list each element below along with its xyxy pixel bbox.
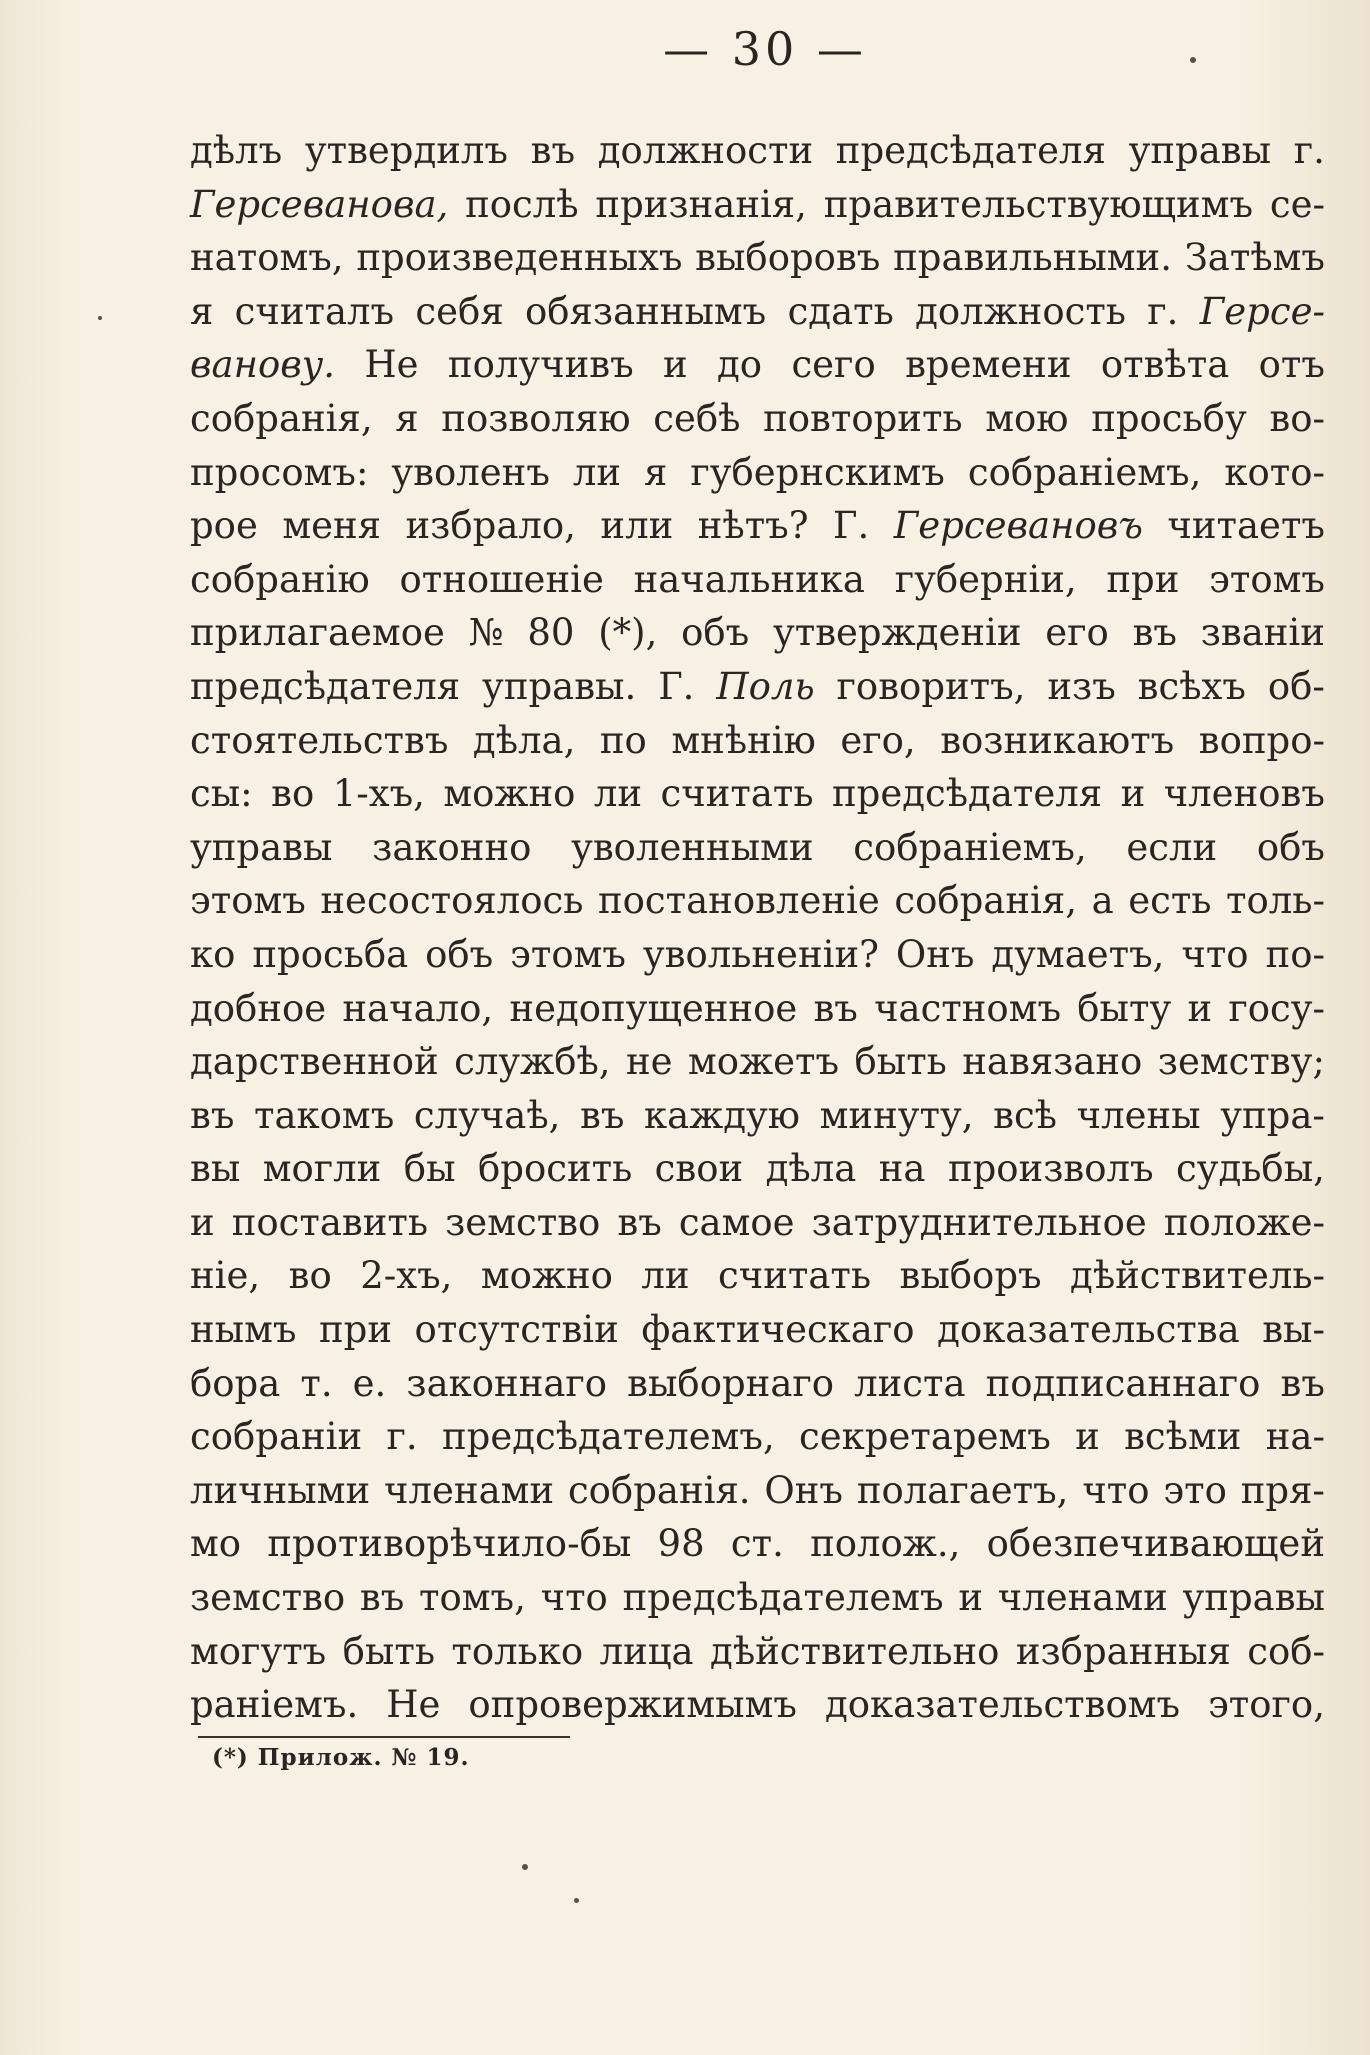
word: себя — [415, 289, 504, 333]
word: считать — [718, 1254, 872, 1298]
word: быть — [854, 1040, 947, 1084]
page-number: — 30 — — [663, 22, 867, 76]
word: избрало, — [405, 504, 576, 548]
word: правильными. — [893, 236, 1172, 280]
text-line — [190, 928, 1325, 982]
word: можно — [443, 772, 576, 816]
word: уволенъ — [391, 450, 550, 494]
word: уволенными — [571, 825, 814, 869]
word: дѣйствитель- — [1070, 1254, 1325, 1298]
word: г. — [1293, 129, 1325, 172]
word: во — [271, 772, 315, 816]
word: себѣ — [653, 396, 741, 440]
word: вопро- — [1198, 718, 1325, 762]
word: соб- — [1247, 1629, 1325, 1673]
text-line — [190, 1303, 1325, 1357]
word: обезпечивающей — [986, 1522, 1325, 1566]
word: выборнаго — [627, 1361, 835, 1405]
word: его — [1045, 611, 1109, 655]
word: я — [190, 289, 214, 333]
paper-speck — [98, 316, 102, 320]
word: прилагаемое — [190, 611, 445, 655]
text-line — [190, 1678, 1325, 1732]
word: повторить — [763, 396, 963, 440]
word: утвердилъ — [304, 129, 508, 172]
word: рое — [190, 504, 258, 548]
word: предсѣдателя — [835, 129, 1106, 172]
text-line — [190, 553, 1325, 607]
word: выборовъ — [695, 236, 881, 280]
word: всѣ — [993, 1093, 1057, 1137]
word: быту — [1077, 986, 1172, 1030]
word: т. — [300, 1361, 333, 1405]
word: об- — [1267, 664, 1325, 708]
word: опровержимымъ — [468, 1683, 797, 1727]
word: во — [288, 1254, 332, 1298]
word: личными — [190, 1468, 371, 1512]
word: получивъ — [447, 343, 634, 387]
text-line — [190, 446, 1325, 500]
word: объ — [425, 932, 494, 976]
word: затруднительное — [811, 1200, 1147, 1244]
word: произволъ — [947, 1147, 1154, 1191]
word: послѣ — [465, 182, 579, 226]
text-line — [190, 499, 1325, 553]
word: дѣйствительно — [710, 1629, 1000, 1673]
word: въ — [1132, 611, 1177, 655]
word: подписаннаго — [985, 1361, 1261, 1405]
word: собранія, — [894, 879, 1077, 923]
word: думаетъ, — [991, 932, 1165, 976]
text-line — [190, 285, 1325, 339]
word: начало, — [342, 986, 494, 1030]
word: земству; — [1157, 1040, 1325, 1084]
word: собранія, — [190, 396, 373, 440]
word: позволяю — [441, 396, 631, 440]
word: дѣлъ — [190, 129, 283, 172]
word: собраніемъ, — [853, 825, 1087, 869]
word: до — [717, 343, 763, 387]
word: считалъ — [234, 289, 395, 333]
word: въ — [530, 129, 576, 172]
word: просьбу — [1091, 396, 1247, 440]
word: несостоялось — [320, 879, 584, 923]
word: такомъ — [253, 1093, 395, 1137]
word: всѣми — [1124, 1415, 1242, 1459]
word: членовъ — [1163, 772, 1325, 816]
word: его, — [840, 718, 916, 762]
word: въ — [813, 986, 858, 1030]
word: случаѣ, — [413, 1093, 561, 1137]
word: въ — [580, 1093, 625, 1137]
word: доказательства — [937, 1308, 1240, 1352]
word: при — [318, 1308, 392, 1352]
text-line — [190, 1249, 1325, 1303]
word: есть — [1128, 879, 1212, 923]
word: читаетъ — [1167, 504, 1325, 548]
word: Поль — [716, 664, 815, 708]
word: и — [1187, 986, 1213, 1030]
word: нымъ — [190, 1308, 297, 1352]
text-line — [190, 1571, 1325, 1625]
word: что — [1181, 932, 1249, 976]
word: собраніемъ, — [967, 450, 1202, 494]
word: говоритъ, — [836, 664, 1026, 708]
word: увольненіи? — [642, 932, 879, 976]
word: недопущенное — [509, 986, 798, 1030]
word: губерніи, — [894, 557, 1077, 601]
word: и — [1120, 772, 1146, 816]
word: этомъ — [190, 879, 306, 923]
word: что — [540, 1576, 608, 1620]
word: Г. — [658, 664, 695, 708]
paper-speck — [522, 1864, 528, 1870]
word: сего — [791, 343, 876, 387]
word: на- — [1265, 1415, 1325, 1459]
word: если — [1126, 825, 1218, 869]
word: и — [190, 1200, 215, 1244]
word: управы — [1128, 129, 1272, 172]
word: изъ — [1047, 664, 1116, 708]
word: г. — [1147, 289, 1179, 333]
word: отношеніе — [399, 557, 604, 601]
text-line — [190, 338, 1325, 392]
word: раніемъ. — [190, 1683, 359, 1727]
word: толь- — [1226, 879, 1325, 923]
text-line — [190, 874, 1325, 928]
word: это — [1163, 1468, 1227, 1512]
word: 1-хъ, — [332, 772, 425, 816]
word: губернскимъ — [690, 450, 945, 494]
word: должности — [597, 129, 814, 172]
text-line — [190, 178, 1325, 232]
word: и — [662, 343, 688, 387]
word: выборъ — [899, 1254, 1042, 1298]
word: положе- — [1163, 1200, 1325, 1244]
word: всѣхъ — [1137, 664, 1246, 708]
word: ко — [190, 932, 236, 976]
word: признанія, — [595, 182, 807, 226]
word: свои — [654, 1147, 744, 1191]
word: быть — [342, 1629, 435, 1673]
word: кото- — [1224, 450, 1325, 494]
word: Г. — [833, 504, 870, 548]
text-line — [190, 1517, 1325, 1571]
word: объ — [1256, 825, 1325, 869]
word: отъ — [1258, 343, 1325, 387]
word: предсѣдателемъ, — [441, 1415, 775, 1459]
word: мо — [190, 1522, 242, 1566]
word: предсѣдателя — [831, 772, 1103, 816]
word: обязаннымъ — [525, 289, 767, 333]
word: 80 — [527, 611, 575, 655]
word: бы — [403, 1147, 456, 1191]
word: этомъ — [1209, 557, 1325, 601]
word: времени — [905, 343, 1072, 387]
word: Онъ — [895, 932, 975, 976]
text-line — [190, 660, 1325, 714]
word: собранію — [190, 557, 370, 601]
word: ніе, — [190, 1254, 261, 1298]
paper-speck — [574, 1898, 579, 1903]
word: собраніи — [190, 1415, 363, 1459]
word: полагаетъ, — [856, 1468, 1069, 1512]
text-line — [190, 982, 1325, 1036]
word: ли — [593, 772, 643, 816]
text-line — [190, 1089, 1325, 1143]
word: Герсевановъ — [893, 504, 1143, 548]
word: управы. — [482, 664, 637, 708]
word: я — [395, 396, 419, 440]
word: избранныя — [1015, 1629, 1231, 1673]
word: навязано — [962, 1040, 1143, 1084]
word: добное — [190, 986, 327, 1030]
word: полож., — [810, 1522, 961, 1566]
word: 2-хъ, — [360, 1254, 453, 1298]
word: и — [1075, 1415, 1100, 1459]
word: поставить — [231, 1200, 429, 1244]
word: госу- — [1228, 986, 1325, 1030]
word: дѣла, — [472, 718, 576, 762]
word: мнѣнію — [671, 718, 816, 762]
word: членами — [384, 1468, 555, 1512]
paper-speck — [1190, 57, 1196, 63]
word: въ — [1280, 1361, 1325, 1405]
text-line — [190, 1142, 1325, 1196]
body-text — [190, 124, 1325, 1732]
word: частномъ — [874, 986, 1062, 1030]
word: земство — [445, 1200, 601, 1244]
word: просьба — [252, 932, 409, 976]
word: стоятельствъ — [190, 718, 449, 762]
text-line — [190, 124, 1325, 178]
word: можно — [480, 1254, 613, 1298]
word: упра- — [1220, 1093, 1325, 1137]
word: объ — [681, 611, 750, 655]
word: собранія. — [567, 1468, 751, 1512]
word: по — [599, 718, 647, 762]
word: вы- — [1262, 1308, 1325, 1352]
word: этомъ — [510, 932, 626, 976]
word: натомъ, — [190, 236, 344, 280]
word: Не — [386, 1683, 441, 1727]
word: при — [1106, 557, 1180, 601]
word: томъ, — [419, 1576, 526, 1620]
word: а — [1091, 879, 1114, 923]
word: утвержденіи — [772, 611, 1022, 655]
word: ли — [572, 450, 622, 494]
word: только — [451, 1629, 584, 1673]
word: просомъ: — [190, 450, 369, 494]
text-line — [190, 1035, 1325, 1089]
word: 98 — [657, 1522, 705, 1566]
word: нѣтъ? — [697, 504, 809, 548]
word: можетъ — [688, 1040, 840, 1084]
word: каждую — [644, 1093, 801, 1137]
word: самое — [678, 1200, 795, 1244]
word: предсѣдателемъ — [622, 1576, 944, 1620]
word: Онъ — [764, 1468, 843, 1512]
word: во- — [1269, 396, 1325, 440]
word: листа — [854, 1361, 966, 1405]
word: Не — [364, 343, 419, 387]
word: сдать — [787, 289, 894, 333]
word: меня — [282, 504, 382, 548]
text-line — [190, 1625, 1325, 1679]
word: члены — [1076, 1093, 1201, 1137]
word: дарственной — [190, 1040, 439, 1084]
word: считать — [660, 772, 814, 816]
word: Герсеванова, — [190, 182, 449, 226]
word: на — [878, 1147, 926, 1191]
text-line — [190, 1357, 1325, 1411]
word: фактическаго — [641, 1308, 915, 1352]
word: и — [958, 1576, 983, 1620]
word: отвѣта — [1100, 343, 1230, 387]
word: № — [468, 611, 504, 655]
word: дѣла — [765, 1147, 857, 1191]
word: я — [644, 450, 668, 494]
word: пря- — [1240, 1468, 1325, 1512]
word: начальника — [633, 557, 865, 601]
word: се- — [1269, 182, 1325, 226]
word: могутъ — [190, 1629, 327, 1673]
word: этого, — [1208, 1683, 1325, 1727]
word: возникаютъ — [940, 718, 1175, 762]
word: вы — [190, 1147, 241, 1191]
text-line — [190, 821, 1325, 875]
footnote: (*) Прилож. № 19. — [212, 1744, 470, 1771]
word: въ — [359, 1576, 405, 1620]
text-line — [190, 714, 1325, 768]
word: законно — [372, 825, 532, 869]
word: произведенныхъ — [356, 236, 683, 280]
word: отсутствіи — [414, 1308, 619, 1352]
word: ст. — [730, 1522, 784, 1566]
word: въ — [617, 1200, 662, 1244]
word: членами — [997, 1576, 1168, 1620]
word: е. — [352, 1361, 387, 1405]
word: законнаго — [406, 1361, 608, 1405]
word: земство — [190, 1576, 346, 1620]
text-line — [190, 1464, 1325, 1518]
word: ванову. — [190, 343, 336, 387]
word: управы — [190, 825, 333, 869]
text-line — [190, 392, 1325, 446]
text-line — [190, 1410, 1325, 1464]
word: Затѣмъ — [1184, 236, 1325, 280]
word: что — [1082, 1468, 1150, 1512]
word: предсѣдателя — [190, 664, 461, 708]
word: (*), — [598, 611, 658, 655]
word: г. — [386, 1415, 418, 1459]
word: противорѣчило-бы — [267, 1522, 632, 1566]
word: управы — [1182, 1576, 1325, 1620]
word: бросить — [477, 1147, 633, 1191]
text-line — [190, 231, 1325, 285]
word: правительствующимъ — [823, 182, 1254, 226]
word: службѣ, — [454, 1040, 611, 1084]
word: по- — [1265, 932, 1325, 976]
word: доказательствомъ — [824, 1683, 1181, 1727]
text-line — [190, 767, 1325, 821]
footnote-rule — [198, 1736, 570, 1738]
text-line — [190, 606, 1325, 660]
word: сы: — [190, 772, 253, 816]
word: должность — [915, 289, 1126, 333]
text-line — [190, 1196, 1325, 1250]
word: судьбы, — [1176, 1147, 1325, 1191]
word: или — [600, 504, 674, 548]
word: званіи — [1200, 611, 1325, 655]
word: ли — [641, 1254, 690, 1298]
word: мою — [985, 396, 1069, 440]
word: въ — [190, 1093, 235, 1137]
word: секретаремъ — [799, 1415, 1051, 1459]
word: не — [626, 1040, 673, 1084]
word: бора — [190, 1361, 281, 1405]
word: постановленіе — [598, 879, 880, 923]
word: минуту, — [819, 1093, 974, 1137]
word: Герсе- — [1199, 289, 1325, 333]
word: лица — [599, 1629, 694, 1673]
word: могли — [262, 1147, 382, 1191]
